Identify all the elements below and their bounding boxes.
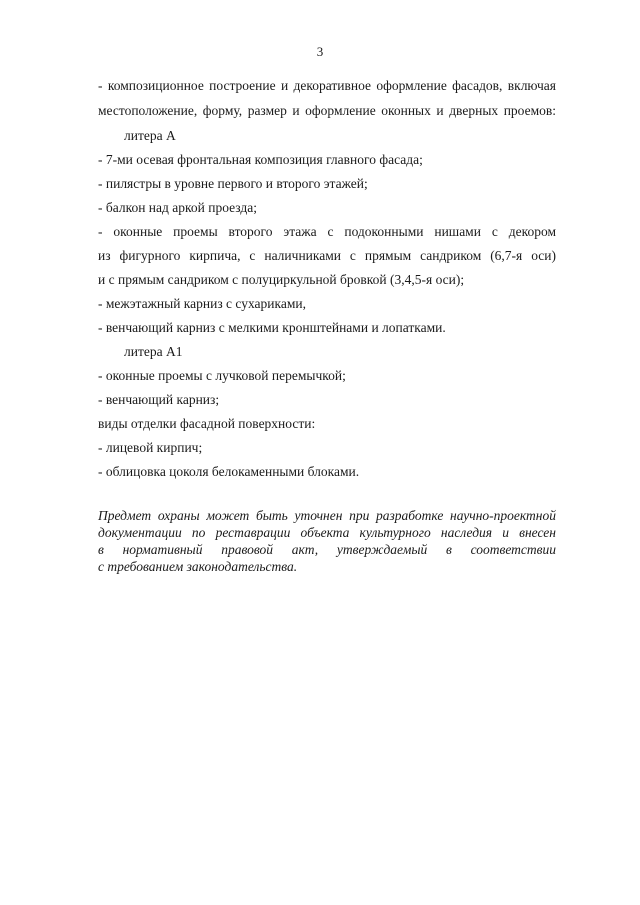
note-line-4: с требованием законодательства. bbox=[98, 559, 298, 574]
text-line-9: и с прямым сандриком с полуциркульной бровкой (3,4,5-я оси); bbox=[98, 272, 465, 287]
text-line-1: - композиционное построение и декоративное оформление фасадов, включая bbox=[98, 78, 556, 93]
text-line-6: - балкон над аркой проезда; bbox=[98, 200, 257, 215]
text-line-15: виды отделки фасадной поверхности: bbox=[98, 416, 316, 431]
note-paragraph bbox=[98, 507, 556, 575]
note-line-3: в нормативный правовой акт, утверждаемый в соответствии bbox=[98, 542, 556, 557]
text-line-17: - облицовка цоколя белокаменными блоками. bbox=[98, 464, 360, 479]
text-line-5: - пилястры в уровне первого и второго этажей; bbox=[98, 176, 368, 191]
text-line-14: - венчающий карниз; bbox=[98, 392, 220, 407]
subheading-litera-a1: литера А1 bbox=[124, 344, 183, 359]
text-line-10: - межэтажный карниз с сухариками, bbox=[98, 296, 307, 311]
note-line-2: документации по реставрации объекта культурного наследия и внесен bbox=[98, 525, 556, 540]
text-line-8: из фигурного кирпича, с наличниками с прямым сандриком (6,7-я оси) bbox=[98, 248, 556, 263]
text-line-13: - оконные проемы с лучковой перемычкой; bbox=[98, 368, 346, 383]
subheading-litera-a: литера А bbox=[124, 128, 176, 143]
text-line-2: местоположение, форму, размер и оформление оконных и дверных проемов: bbox=[98, 103, 556, 118]
text-line-7: - оконные проемы второго этажа с подоконными нишами с декором bbox=[98, 224, 556, 239]
text-line-4: - 7-ми осевая фронтальная композиция главного фасада; bbox=[98, 152, 423, 167]
note-line-1: Предмет охраны может быть уточнен при разработке научно-проектной bbox=[98, 508, 556, 523]
text-line-11: - венчающий карниз с мелкими кронштейнами и лопатками. bbox=[98, 320, 446, 335]
page-number: 3 bbox=[316, 44, 324, 59]
text-line-16: - лицевой кирпич; bbox=[98, 440, 203, 455]
